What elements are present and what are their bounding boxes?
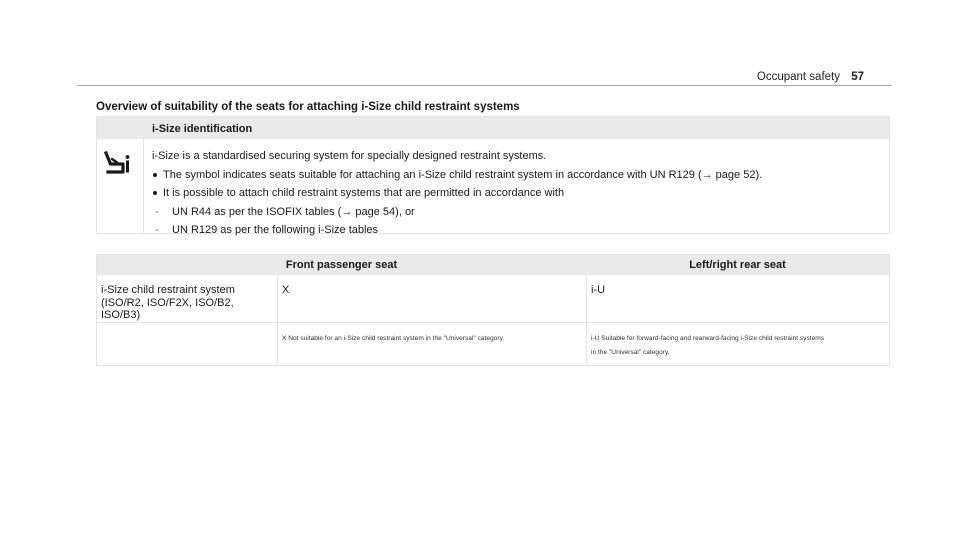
table-column-divider xyxy=(586,275,587,365)
row-label xyxy=(101,284,235,322)
rear-seat-note-line: i-U Suitable for forward-facing and rearward-facing i-Size child restraint systems xyxy=(591,335,825,342)
isize-child-seat-icon xyxy=(103,148,131,176)
rear-seat-value: i-U xyxy=(591,284,606,296)
table-column-divider xyxy=(277,275,278,365)
table-row-divider xyxy=(97,322,889,323)
bullet-item: It is possible to attach child restraint systems that are permitted in accordance with xyxy=(152,184,879,203)
page-number: 57 xyxy=(851,71,864,83)
header-front-passenger-seat: Front passenger seat xyxy=(285,259,398,271)
header-rule xyxy=(77,85,892,86)
identification-text xyxy=(152,147,879,240)
row-label-line: (ISO/R2, ISO/F2X, ISO/B2, xyxy=(101,296,234,309)
running-head xyxy=(757,71,864,83)
running-head-section: Occupant safety xyxy=(756,71,840,83)
header-rear-seat: Left/right rear seat xyxy=(689,259,786,271)
row-label-line: ISO/B3) xyxy=(101,309,141,321)
front-seat-value: X xyxy=(282,284,290,296)
isize-identification-box xyxy=(96,116,890,237)
table-header-row xyxy=(97,255,889,275)
front-seat-note: X Not suitable for an i-Size child restraint system in the "Universal" category. xyxy=(282,335,505,342)
suitability-table xyxy=(96,254,890,366)
rear-seat-note xyxy=(591,332,824,360)
identification-header-label: i-Size identification xyxy=(152,123,253,135)
section-title: Overview of suitability of the seats for attaching i-Size child restraint systems xyxy=(96,101,520,113)
dash-item: - UN R129 as per the following i-Size tables xyxy=(152,221,879,240)
identification-header xyxy=(97,117,889,139)
rear-seat-note-line: in the "Universal" category. xyxy=(591,349,670,356)
icon-column-divider xyxy=(143,139,144,233)
row-label-line: i-Size child restraint system xyxy=(101,284,235,296)
dash-item: - UN R44 as per the ISOFIX tables (→ page 54), or xyxy=(152,203,879,222)
intro-text: i-Size is a standardised securing system for specially designed restraint systems. xyxy=(152,150,547,162)
bullet-item: The symbol indicates seats suitable for attaching an i-Size child restraint system in accordance with UN R129 (→ page 52). xyxy=(152,166,879,185)
